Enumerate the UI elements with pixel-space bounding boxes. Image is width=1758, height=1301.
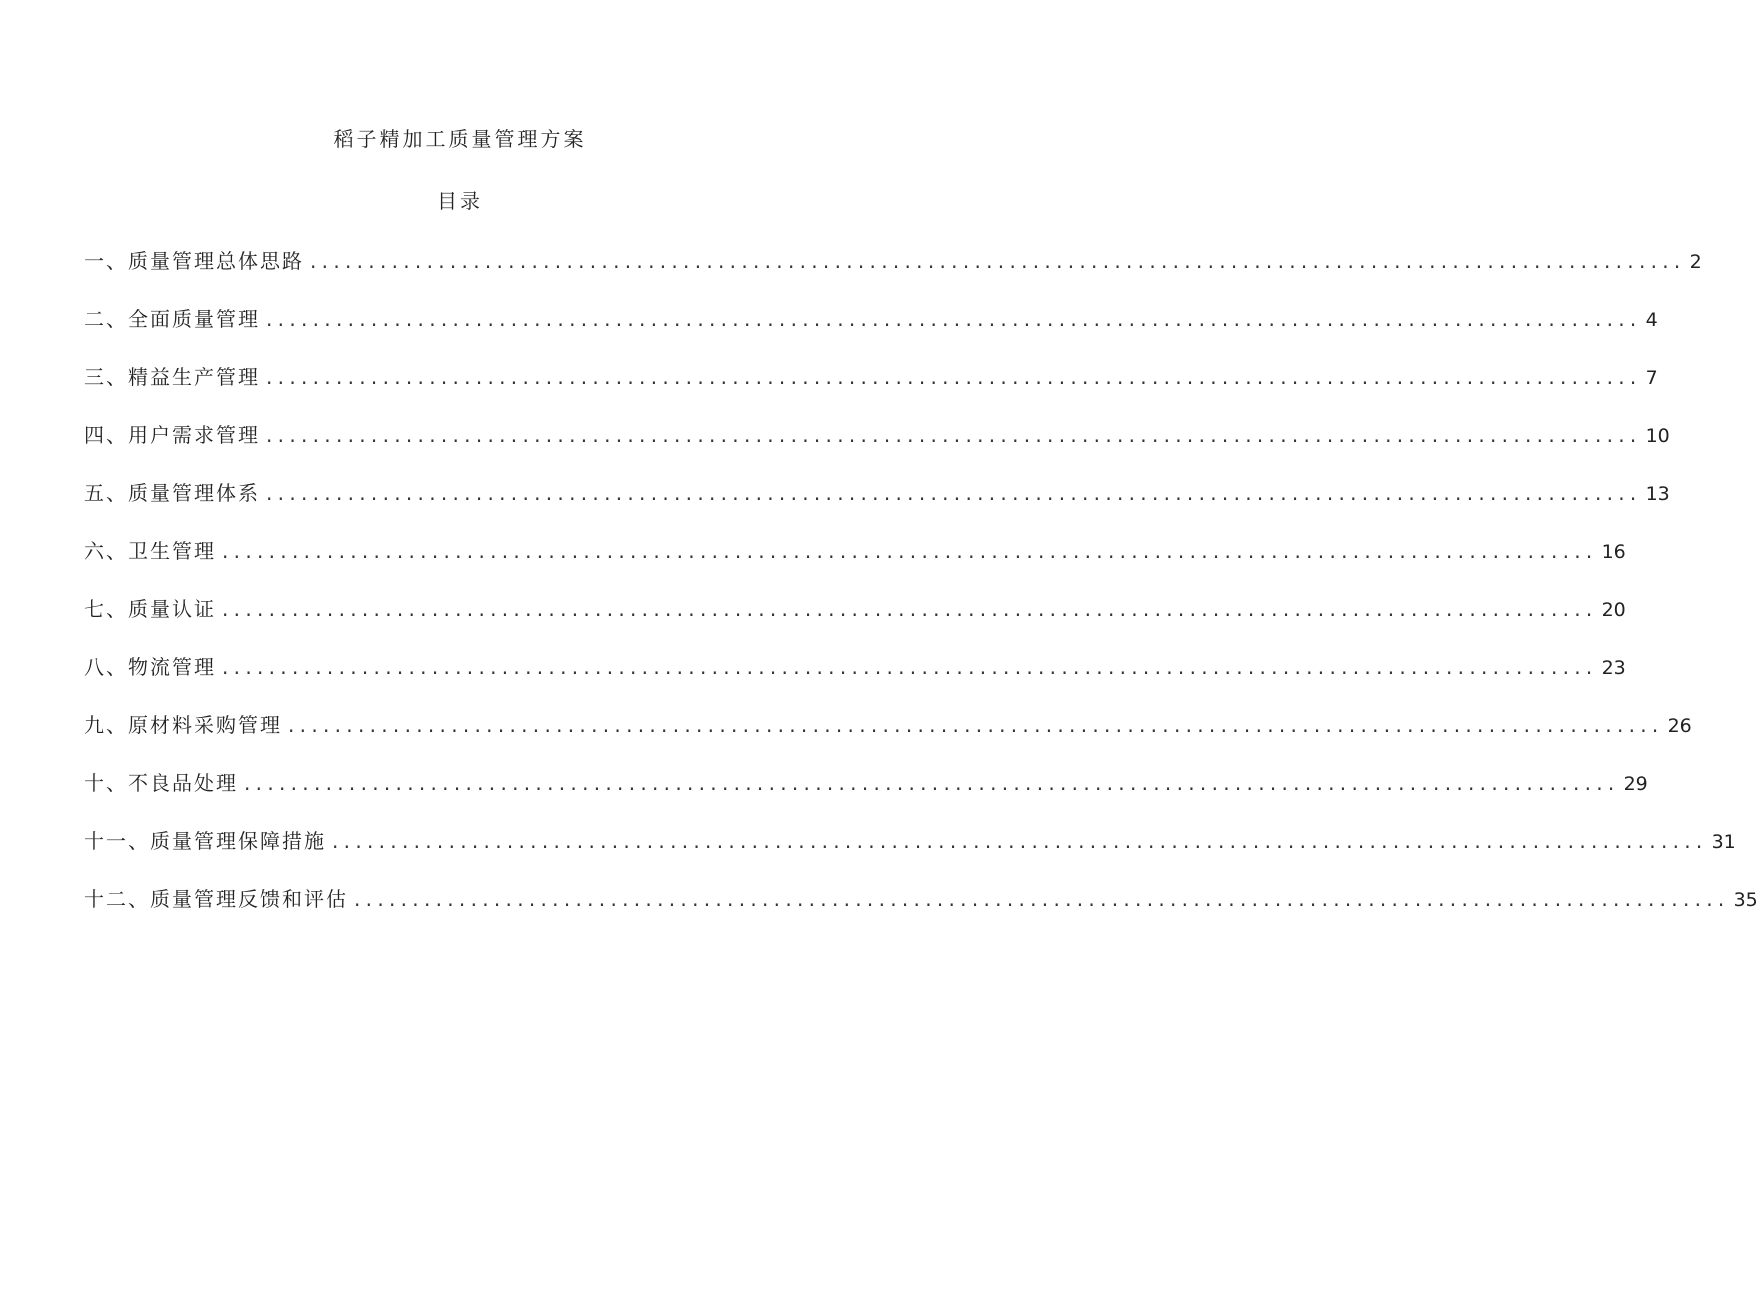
toc-entry-11[interactable] xyxy=(84,823,1736,881)
toc-entry-label: 六、卫生管理 xyxy=(84,539,216,563)
toc-entry-page: 29 xyxy=(1623,773,1648,795)
toc-entry-2[interactable] xyxy=(84,301,1658,359)
toc-entry-page: 2 xyxy=(1689,251,1702,273)
toc-entry-page: 10 xyxy=(1645,425,1670,447)
document-title: 稻子精加工质量管理方案 xyxy=(333,127,587,151)
toc-dot-leader: ...................................................................................................................... xyxy=(310,249,1686,273)
toc-entry-label: 四、用户需求管理 xyxy=(84,423,260,447)
toc-dot-leader: ...................................................................................................................... xyxy=(288,713,1664,737)
toc-entry-12[interactable] xyxy=(84,881,1758,939)
toc-entry-9[interactable] xyxy=(84,707,1692,765)
toc-dot-leader: ...................................................................................................................... xyxy=(222,597,1598,621)
toc-dot-leader: ...................................................................................................................... xyxy=(266,365,1642,389)
toc-entry-label: 八、物流管理 xyxy=(84,655,216,679)
toc-entry-page: 20 xyxy=(1601,599,1626,621)
toc-dot-leader: ...................................................................................................................... xyxy=(332,829,1708,853)
toc-entry-7[interactable] xyxy=(84,591,1626,649)
toc-entry-4[interactable] xyxy=(84,417,1670,475)
toc-heading: 目录 xyxy=(437,189,483,213)
toc-entry-page: 35 xyxy=(1733,889,1758,911)
table-of-contents xyxy=(84,243,1758,939)
toc-entry-label: 七、质量认证 xyxy=(84,597,216,621)
toc-dot-leader: ...................................................................................................................... xyxy=(266,307,1642,331)
toc-dot-leader: ...................................................................................................................... xyxy=(266,423,1642,447)
toc-dot-leader: ...................................................................................................................... xyxy=(266,481,1642,505)
toc-entry-label: 十一、质量管理保障措施 xyxy=(84,829,326,853)
toc-entry-1[interactable] xyxy=(84,243,1702,301)
toc-entry-label: 九、原材料采购管理 xyxy=(84,713,282,737)
toc-entry-page: 26 xyxy=(1667,715,1692,737)
toc-entry-5[interactable] xyxy=(84,475,1670,533)
toc-entry-10[interactable] xyxy=(84,765,1648,823)
toc-entry-label: 十、不良品处理 xyxy=(84,771,238,795)
toc-entry-page: 13 xyxy=(1645,483,1670,505)
toc-entry-label: 十二、质量管理反馈和评估 xyxy=(84,887,348,911)
toc-entry-8[interactable] xyxy=(84,649,1626,707)
toc-entry-3[interactable] xyxy=(84,359,1658,417)
toc-dot-leader: ...................................................................................................................... xyxy=(222,539,1598,563)
toc-dot-leader: ...................................................................................................................... xyxy=(354,887,1730,911)
toc-entry-page: 16 xyxy=(1601,541,1626,563)
toc-dot-leader: ...................................................................................................................... xyxy=(244,771,1620,795)
toc-entry-6[interactable] xyxy=(84,533,1626,591)
toc-entry-page: 7 xyxy=(1645,367,1658,389)
toc-dot-leader: ...................................................................................................................... xyxy=(222,655,1598,679)
toc-entry-page: 31 xyxy=(1711,831,1736,853)
toc-entry-label: 三、精益生产管理 xyxy=(84,365,260,389)
toc-entry-label: 二、全面质量管理 xyxy=(84,307,260,331)
toc-entry-label: 五、质量管理体系 xyxy=(84,481,260,505)
toc-entry-page: 4 xyxy=(1645,309,1658,331)
toc-entry-page: 23 xyxy=(1601,657,1626,679)
toc-entry-label: 一、质量管理总体思路 xyxy=(84,249,304,273)
